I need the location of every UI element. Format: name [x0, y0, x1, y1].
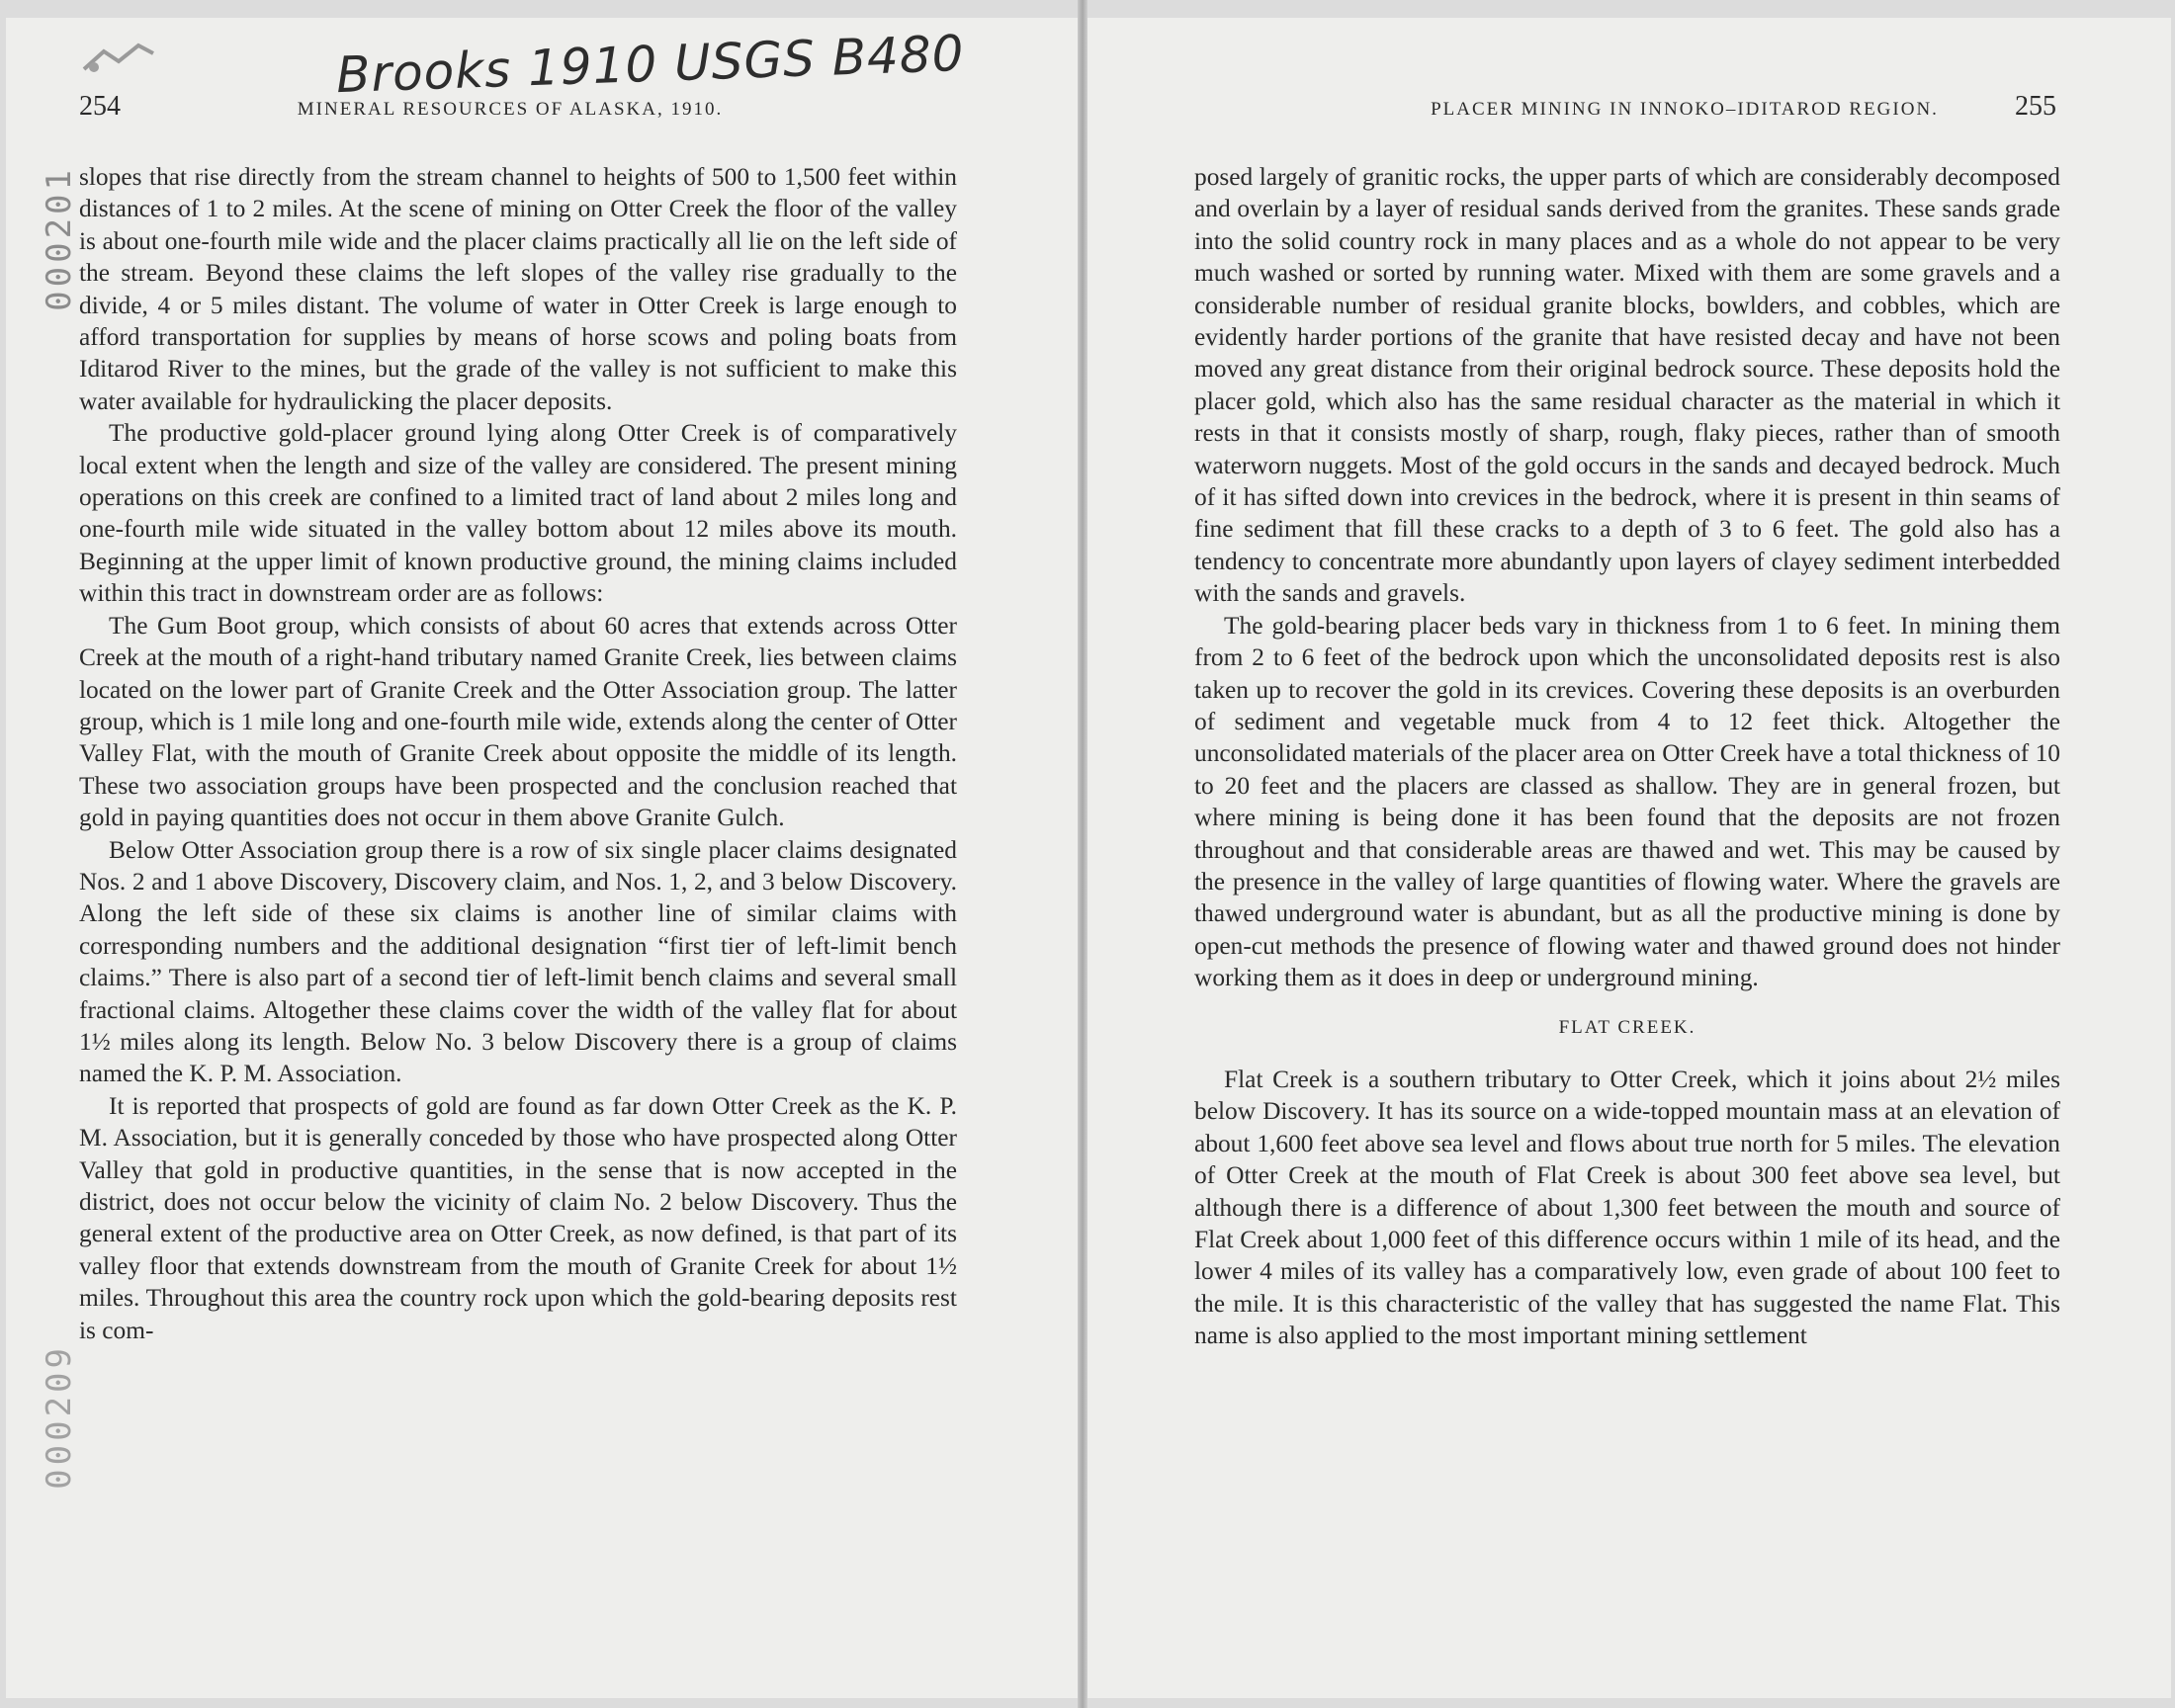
- paragraph: The gold-bearing placer beds vary in thickness from 1 to 6 feet. In mining them from 2 to 6 feet of the bedrock upon which the unconsolidated deposits rest is also taken up to recover the gold in its crevices. Covering these deposits is an overburden of sediment and vegetable muck from 4 to 12 feet thick. Altogether the unconsolidated materials of the placer area on Otter Creek have a total thickness of 10 to 20 feet and the placers are classed as shallow. They are in general frozen, but where mining is being done it has been found that the deposits are not frozen throughout and that considerable areas are thawed and wet. This may be caused by the presence in the valley of large quantities of flowing water. Where the gravels are thawed underground water is abundant, but as all the productive mining is done by open-cut methods the presence of flowing water and thawed ground does not hinder working them as it does in deep or underground mining.: [1194, 611, 2060, 992]
- right-body-text: [1194, 161, 2060, 1352]
- section-heading: FLAT CREEK.: [1558, 1016, 1696, 1038]
- archive-stamp-bottom: 000209: [40, 1344, 79, 1490]
- right-page-number: 255: [2014, 91, 2056, 122]
- left-body-text: [79, 161, 957, 1346]
- paragraph: slopes that rise directly from the stream channel to heights of 500 to 1,500 feet within distances of 1 to 2 miles. At the scene of mining on Otter Creek the floor of the valley is about one-fourth mile wide and the placer claims practically all lie on the left side of the stream. Beyond these claims the left slopes of the valley rise gradually to the divide, 4 or 5 miles distant. The volume of water in Otter Creek is large enough to afford transportation for supplies by means of horse scows and poling boats from Iditarod River to the mines, but the grade of the valley is not sufficient to make this water available for hydraulicking the placer deposits.: [79, 163, 957, 415]
- pencil-mark-icon: [79, 40, 158, 79]
- paragraph: Below Otter Association group there is a row of six single placer claims designated Nos. 2 and 1 above Discovery, Discovery claim, and Nos. 1, 2, and 3 below Discovery. Along the left side of these six claims is another line of similar claims with corresponding numbers and the additional designation “first tier of left-limit bench claims.” There is also part of a second tier of left-limit bench claims and several small fractional claims. Altogether these claims cover the width of the valley flat for about 1½ miles along its length. Below No. 3 below Discovery there is a group of claims named the K. P. M. Association.: [79, 835, 957, 1088]
- archive-stamp-top: 000201: [40, 166, 79, 311]
- paragraph: It is reported that prospects of gold are found as far down Otter Creek as the K. P. M. Association, but it is generally conceded by those who have prospected along Otter Valley that gold in productive quantities, in the sense that is now accepted in the district, does not occur below the vicinity of claim No. 2 below Discovery. Thus the general extent of the productive area on Otter Creek, as now defined, is that part of its valley floor that extends downstream from the mouth of Granite Creek for about 1½ miles. Throughout this area the country rock upon which the gold-bearing deposits rest is com-: [79, 1091, 957, 1344]
- paragraph: The productive gold-placer ground lying along Otter Creek is of comparatively local extent when the length and size of the valley are considered. The present mining operations on this creek are confined to a limited tract of land about 2 miles long and one-fourth mile wide situated in the valley bottom about 12 miles above its mouth. Beginning at the upper limit of known productive ground, the mining claims included within this tract in downstream order are as follows:: [79, 419, 957, 608]
- paragraph: posed largely of granitic rocks, the upper parts of which are considerably decomposed and overlain by a layer of residual sands derived from the granites. These sands grade into the solid country rock in many places and as a whole do not appear to be very much washed or sorted by running water. Mixed with them are some gravels and a considerable number of residual granite blocks, bowlders, and cobbles, which are evidently harder portions of the granite that have resisted decay and have not been moved any great distance from their original bedrock source. These deposits hold the placer gold, which also has the same residual character as the material in which it rests in that it consists mostly of sharp, rough, flaky pieces, rather than of smooth waterworn nuggets. Most of the gold occurs in the sands and decayed bedrock. Much of it has sifted down into crevices in the bedrock, where it is present in thin seams of fine sediment that fill these cracks to a depth of 3 to 6 feet. The gold also has a tendency to concentrate more abundantly upon layers of clayey sediment interbedded with the sands and gravels.: [1194, 163, 2060, 608]
- left-running-head: MINERAL RESOURCES OF ALASKA, 1910.: [297, 99, 724, 120]
- left-page-number: 254: [79, 91, 121, 122]
- left-page-header: [79, 91, 959, 130]
- book-gutter: [1078, 0, 1088, 1708]
- right-page-header: [1335, 91, 2056, 130]
- right-running-head: PLACER MINING IN INNOKO–IDITAROD REGION.: [1431, 99, 1939, 120]
- paragraph: The Gum Boot group, which consists of about 60 acres that extends across Otter Creek at the mouth of a right-hand tributary named Granite Creek, lies between claims located on the lower part of Granite Creek and the Otter Association group. The latter group, which is 1 mile long and one-fourth mile wide, extends along the center of Otter Valley Flat, with the mouth of Granite Creek about opposite the middle of its length. These two association groups have been prospected and the conclusion reached that gold in paying quantities does not occur in them above Granite Gulch.: [79, 611, 957, 832]
- paragraph: Flat Creek is a southern tributary to Otter Creek, which it joins about 2½ miles below Discovery. It has its source on a wide-topped mountain mass at an elevation of about 1,600 feet above sea level and flows about true north for 5 miles. The elevation of Otter Creek at the mouth of Flat Creek is about 300 feet above sea level, but although there is a difference of about 1,300 feet between the mouth and source of Flat Creek about 1,000 feet of this difference occurs within 1 mile of its head, and the lower 4 miles of its valley has a comparatively low, even grade of about 100 feet to the mile. It is this characteristic of the valley that has suggested the name Flat. This name is also applied to the most important mining settlement: [1194, 1065, 2060, 1350]
- handwritten-annotation: Brooks 1910 USGS B480: [335, 24, 966, 105]
